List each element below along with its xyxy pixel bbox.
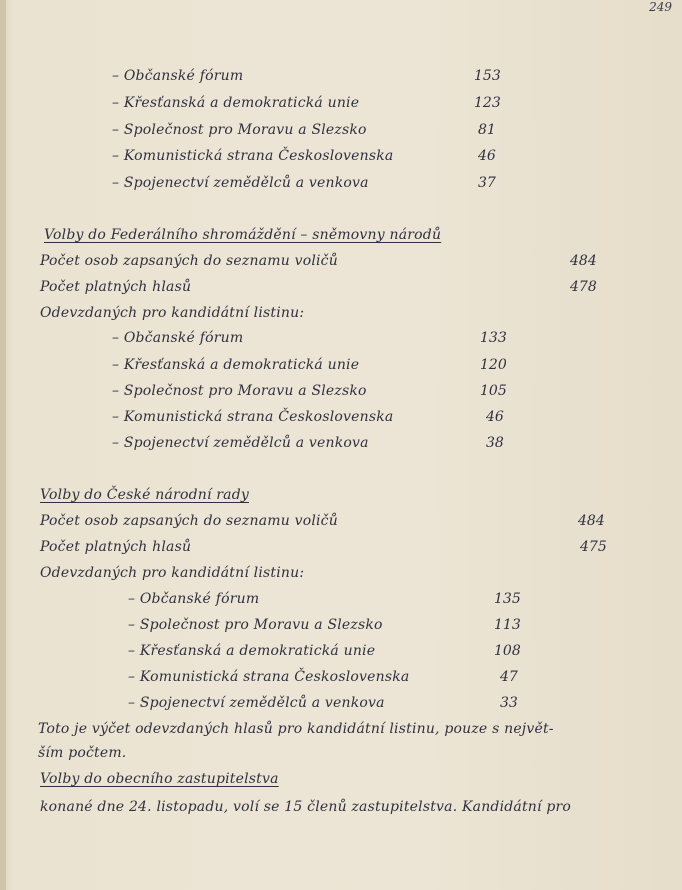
page-binding-edge bbox=[0, 0, 6, 890]
party-label: – Komunistická strana Československa bbox=[128, 669, 410, 685]
party-votes: 120 bbox=[480, 357, 507, 373]
note-text: Toto je výčet odevzdaných hlasů pro kandidátní listinu, pouze s největ- bbox=[38, 721, 554, 737]
voters-label: Počet osob zapsaných do seznamu voličů bbox=[40, 253, 338, 269]
cast-votes-label: Odevzdaných pro kandidátní listinu: bbox=[40, 305, 305, 321]
party-votes: 108 bbox=[494, 643, 521, 659]
party-label: – Křesťanská a demokratická unie bbox=[128, 643, 376, 659]
party-label: – Spojenectví zemědělců a venkova bbox=[112, 435, 369, 451]
party-votes: 135 bbox=[494, 591, 521, 607]
party-votes: 33 bbox=[500, 695, 518, 711]
party-label: – Občanské fórum bbox=[112, 330, 244, 346]
party-label: – Společnost pro Moravu a Slezsko bbox=[112, 122, 367, 138]
party-label: – Komunistická strana Československa bbox=[112, 148, 394, 164]
valid-votes-label: Počet platných hlasů bbox=[40, 539, 192, 555]
page-number: 249 bbox=[649, 0, 672, 14]
party-label: – Křesťanská a demokratická unie bbox=[112, 357, 360, 373]
party-votes: 47 bbox=[500, 669, 518, 685]
valid-votes-label: Počet platných hlasů bbox=[40, 279, 192, 295]
party-label: – Občanské fórum bbox=[128, 591, 260, 607]
party-votes: 113 bbox=[494, 617, 521, 633]
party-votes: 46 bbox=[486, 409, 504, 425]
note-text: ším počtem. bbox=[38, 745, 127, 761]
voters-label: Počet osob zapsaných do seznamu voličů bbox=[40, 513, 338, 529]
section-heading: Volby do Federálního shromáždění – sněmovny národů bbox=[44, 227, 442, 243]
voters-value: 484 bbox=[570, 253, 597, 269]
party-votes: 153 bbox=[474, 68, 501, 84]
party-votes: 46 bbox=[478, 148, 496, 164]
party-label: – Křesťanská a demokratická unie bbox=[112, 95, 360, 111]
party-label: – Občanské fórum bbox=[112, 68, 244, 84]
party-label: – Spojenectví zemědělců a venkova bbox=[112, 175, 369, 191]
valid-votes-value: 475 bbox=[580, 539, 607, 555]
party-label: – Společnost pro Moravu a Slezsko bbox=[128, 617, 383, 633]
valid-votes-value: 478 bbox=[570, 279, 597, 295]
party-votes: 38 bbox=[486, 435, 504, 451]
party-votes: 133 bbox=[480, 330, 507, 346]
party-votes: 105 bbox=[480, 383, 507, 399]
party-votes: 123 bbox=[474, 95, 501, 111]
party-label: – Komunistická strana Československa bbox=[112, 409, 394, 425]
party-votes: 37 bbox=[478, 175, 496, 191]
party-label: – Společnost pro Moravu a Slezsko bbox=[112, 383, 367, 399]
paragraph-text: konané dne 24. listopadu, volí se 15 členů zastupitelstva. Kandidátní pro bbox=[40, 799, 572, 815]
party-votes: 81 bbox=[478, 122, 496, 138]
section-heading: Volby do České národní rady bbox=[40, 487, 249, 503]
section-heading: Volby do obecního zastupitelstva bbox=[40, 771, 279, 787]
voters-value: 484 bbox=[578, 513, 605, 529]
party-label: – Spojenectví zemědělců a venkova bbox=[128, 695, 385, 711]
cast-votes-label: Odevzdaných pro kandidátní listinu: bbox=[40, 565, 305, 581]
